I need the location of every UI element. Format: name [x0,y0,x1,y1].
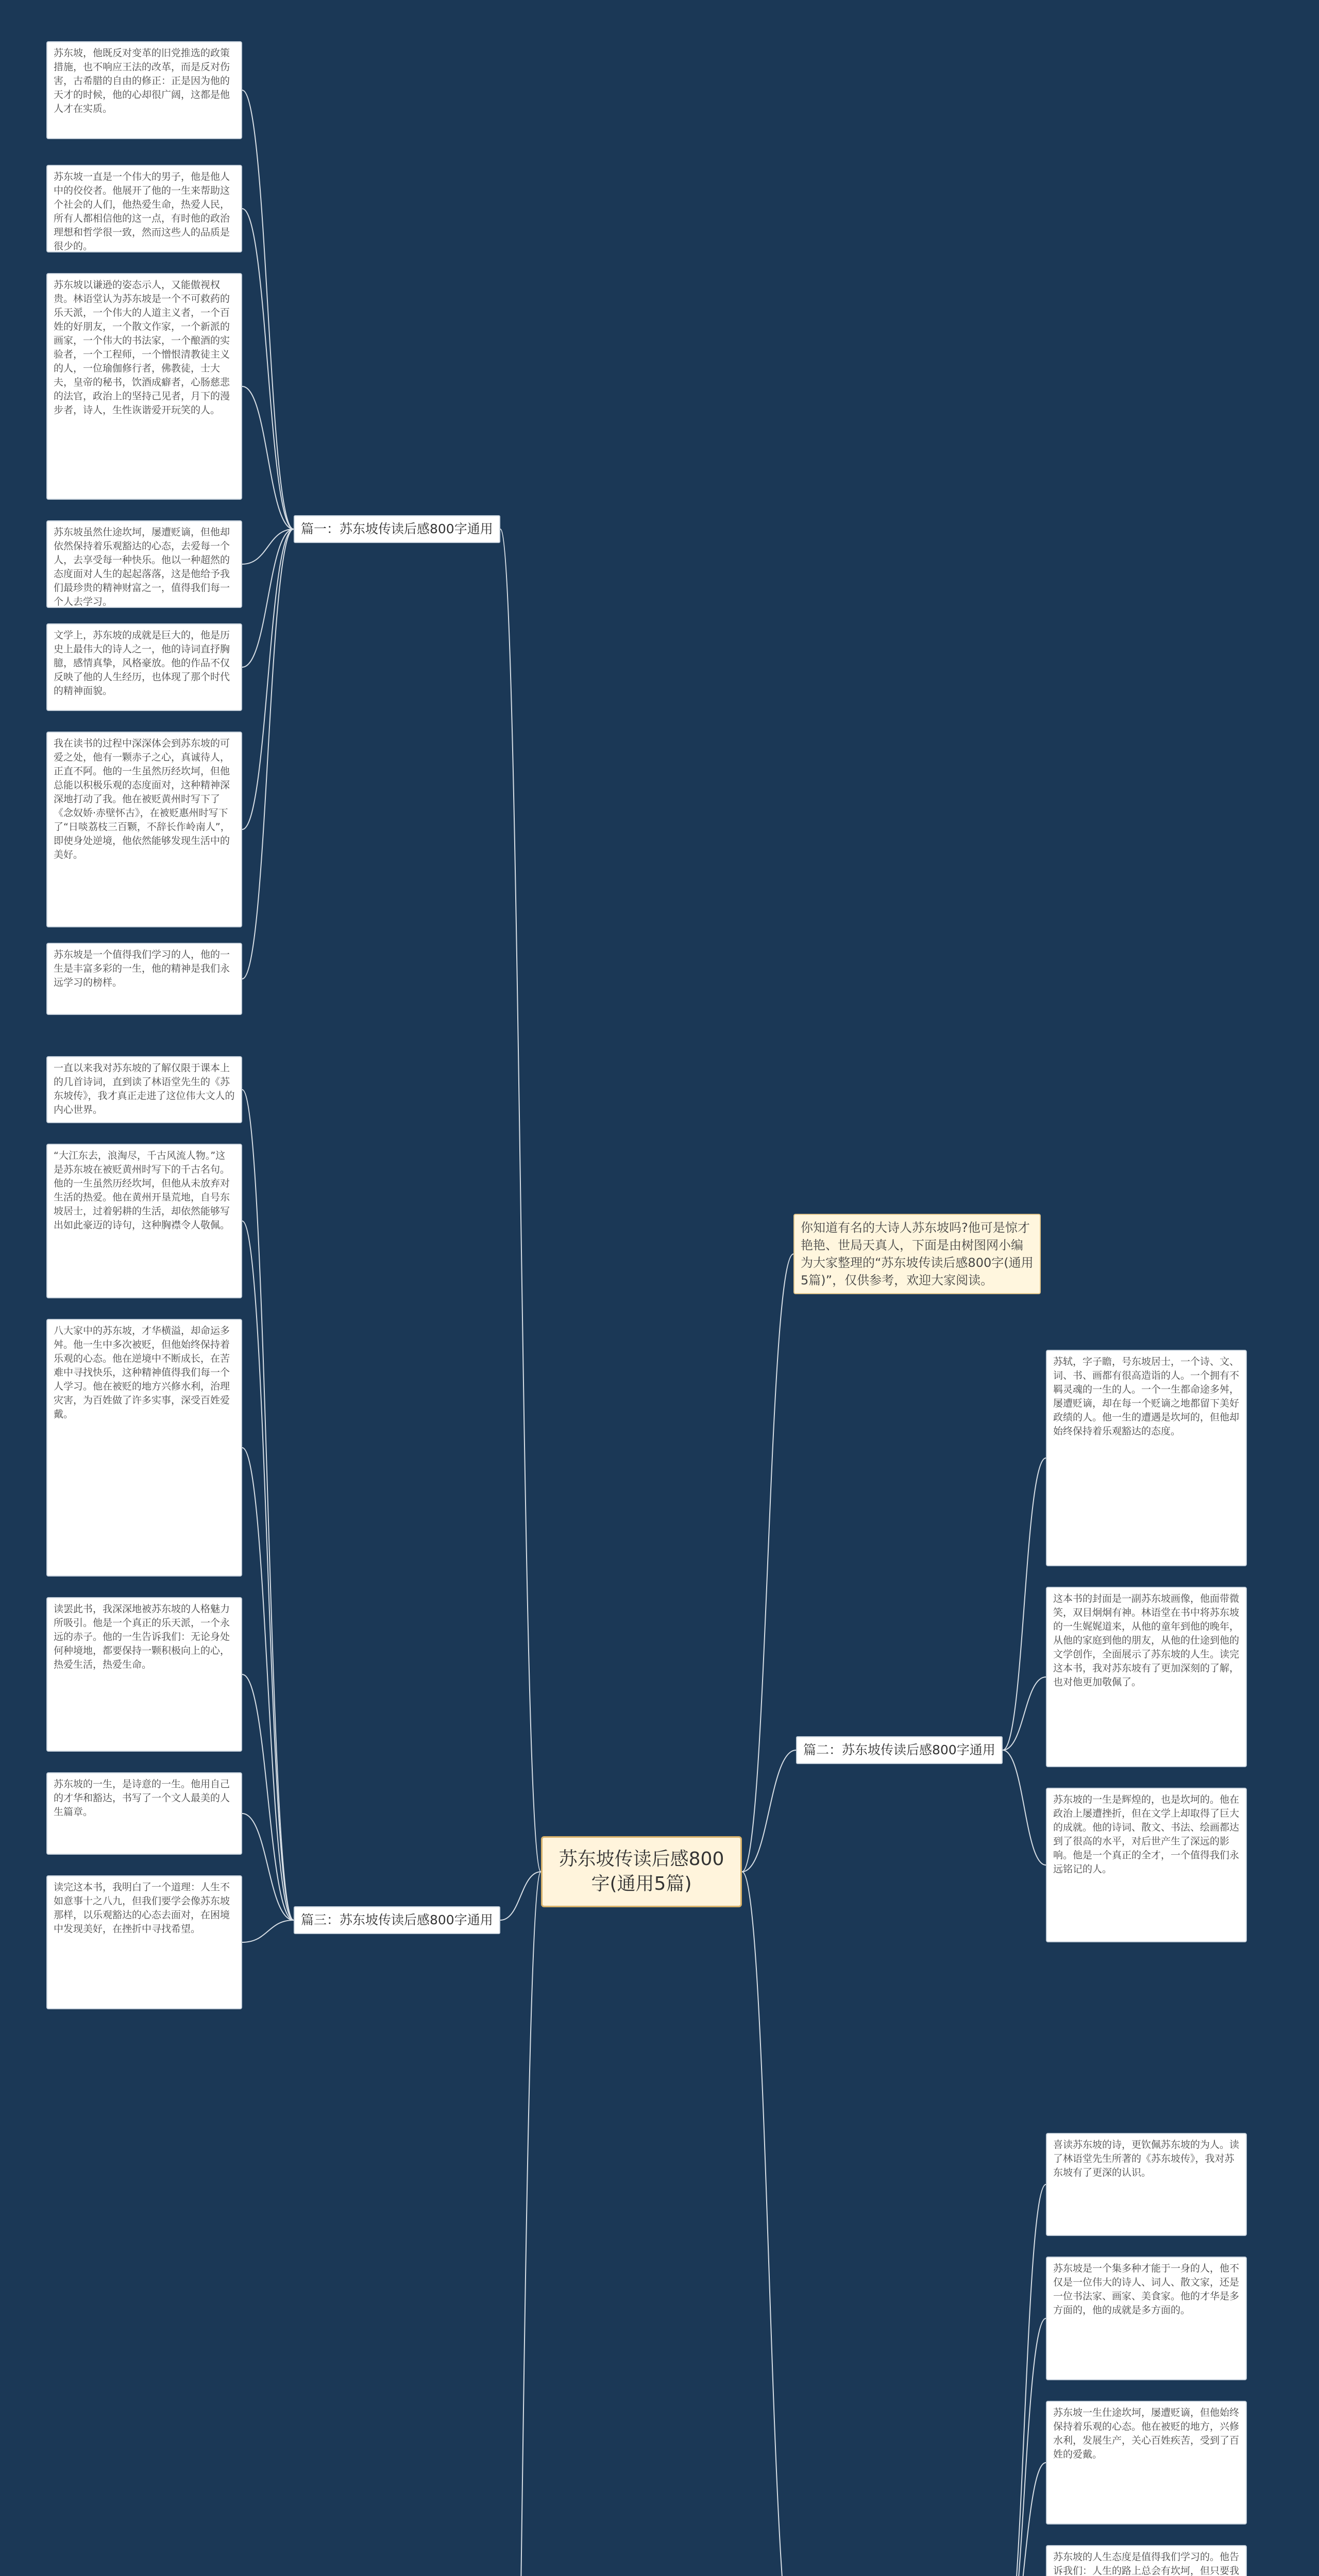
leaf-text: 苏东坡是一个集多种才能于一身的人，他不仅是一位伟大的诗人、词人、散文家，还是一位书法家、画家、美食家。他的才华是多方面的，他的成就是多方面的。 [1053,2263,1240,2316]
leaf-text: “大江东去，浪淘尽，千古风流人物。”这是苏东坡在被贬黄州时写下的千古名句。他的一生虽然历经坎坷，但他从未放弃对生活的热爱。他在黄州开垦荒地，自号东坡居士，过着躬耕的生活，却依然能够写出如此豪迈的诗句，这种胸襟令人敬佩。 [54,1150,230,1231]
connector-leaf [242,1920,294,1942]
leaf-text: 喜读苏东坡的诗，更钦佩苏东坡的为人。读了林语堂先生所著的《苏东坡传》，我对苏东坡有了更深的认识。 [1053,2139,1240,2178]
leaf-3-5[interactable] [46,1772,242,1855]
leaf-3-2[interactable] [46,1144,242,1298]
intro-text: 你知道有名的大诗人苏东坡吗?他可是惊才艳艳、世局天真人，下面是由树图网小编为大家整理的“苏东坡传读后感800字(通用5篇)”，仅供参考，欢迎大家阅读。 [801,1221,1034,1287]
leaf-text: 苏东坡一直是一个伟大的男子，他是他人中的佼佼者。他展开了他的一生来帮助这个社会的人们，他热爱生命，热爱人民，所有人都相信他的这一点，有时他的政治理想和哲学很一致，然而这些人的品质是很少的。 [54,171,230,252]
connector-leaf [242,1674,294,1920]
connector-branch [742,1750,796,1872]
connector-branch [500,1872,541,2576]
leaf-text: 八大家中的苏东坡，才华横溢，却命运多舛。他一生中多次被贬，但他始终保持着乐观的心态。他在逆境中不断成长，在苦难中寻找快乐，这种精神值得我们每一个人学习。他在被贬的地方兴修水利，治理灾害，为百姓做了许多实事，深受百姓爱戴。 [54,1325,230,1420]
leaf-1-1[interactable] [46,41,242,139]
connector-leaf [1003,2463,1046,2576]
leaf-text: 文学上，苏东坡的成就是巨大的，他是历史上最伟大的诗人之一，他的诗词直抒胸臆，感情真挚，风格豪放。他的作品不仅反映了他的人生经历，也体现了那个时代的精神面貌。 [54,630,230,697]
leaf-1-3[interactable] [46,273,242,500]
branch-2[interactable] [796,1736,1003,1764]
leaf-1-2[interactable] [46,165,242,252]
connector-branch [500,529,541,1872]
leaf-text: 苏轼，字子瞻，号东坡居士，一个诗、文、词、书、画都有很高造诣的人。一个拥有不羁灵魂的一生的人。一个一生都命途多舛，屡遭贬谪，却在每一个贬谪之地都留下美好政绩的人。他一生的遭遇是坎坷的，但他却始终保持着乐观豁达的态度。 [1053,1356,1240,1437]
connector-leaf [1003,1458,1046,1750]
connector-leaf [242,529,294,667]
leaf-2-3[interactable] [1046,1788,1247,1942]
connector-leaf [1003,2318,1046,2576]
connector-leaf [1003,2184,1046,2576]
leaf-text: 读罢此书，我深深地被苏东坡的人格魅力所吸引。他是一个真正的乐天派，一个永远的赤子。他的一生告诉我们：无论身处何种境地，都要保持一颗积极向上的心，热爱生活，热爱生命。 [54,1603,230,1670]
leaf-text: 苏东坡一生仕途坎坷，屡遭贬谪，但他始终保持着乐观的心态。他在被贬的地方，兴修水利，发展生产，关心百姓疾苦，受到了百姓的爱戴。 [1053,2407,1240,2460]
connector-leaf [242,386,294,529]
leaf-text: 苏东坡的一生是辉煌的，也是坎坷的。他在政治上屡遭挫折，但在文学上却取得了巨大的成就。他的诗词、散文、书法、绘画都达到了很高的水平，对后世产生了深远的影响。他是一个真正的全才，一个值得我们永远铭记的人。 [1053,1794,1240,1875]
intro-node[interactable] [793,1214,1041,1294]
connector-branch [500,1872,541,1920]
leaf-text: 这本书的封面是一副苏东坡画像，他面带微笑，双目炯炯有神。林语堂在书中将苏东坡的一生娓娓道来，从他的童年到他的晚年，从他的家庭到他的朋友，从他的仕途到他的文学创作，全面展示了苏东坡的人生。读完这本书，我对苏东坡有了更加深刻的了解，也对他更加敬佩了。 [1053,1593,1240,1688]
branch-3-label: 篇三：苏东坡传读后感800字通用 [301,1912,493,1927]
leaf-2-2[interactable] [1046,1587,1247,1767]
leaf-3-3[interactable] [46,1319,242,1577]
connector-leaf [242,529,294,829]
leaf-2-1[interactable] [1046,1350,1247,1566]
leaf-text: 苏东坡的一生，是诗意的一生。他用自己的才华和豁达，书写了一个文人最美的人生篇章。 [54,1778,230,1818]
connector-leaf [242,90,294,529]
leaf-text: 我在读书的过程中深深体会到苏东坡的可爱之处，他有一颗赤子之心，真诚待人，正直不阿。他的一生虽然历经坎坷，但他总能以积极乐观的态度面对，这种精神深深地打动了我。他在被贬黄州时写下了《念奴娇·赤壁怀古》，在被贬惠州时写下了“日啖荔枝三百颗，不辞长作岭南人”，即使身处逆境，他依然能够发现生活中的美好。 [54,738,230,860]
branch-1-label: 篇一：苏东坡传读后感800字通用 [301,521,493,536]
branch-1[interactable] [294,515,500,543]
root-title: 苏东坡传读后感800字(通用5篇) [559,1849,724,1894]
branch-3[interactable] [294,1906,500,1934]
leaf-4-4[interactable] [1046,2545,1247,2576]
branch-2-label: 篇二：苏东坡传读后感800字通用 [803,1742,995,1757]
leaf-text: 苏东坡以谦逊的姿态示人，又能傲视权贵。林语堂认为苏东坡是一个不可救药的乐天派，一个伟大的人道主义者，一个百姓的好朋友，一个散文作家，一个新派的画家，一个伟大的书法家，一个酿酒的实验者，一个工程师，一个憎恨清教徒主义的人，一位瑜伽修行者，佛教徒，士大夫，皇帝的秘书，饮酒成癖者，心肠慈悲的法官，政治上的坚持己见者，月下的漫步者，诗人，生性诙谐爱开玩笑的人。 [54,279,230,416]
leaf-1-5[interactable] [46,623,242,711]
connector-leaf [242,209,294,529]
leaf-text: 苏东坡，他既反对变革的旧党推选的政策措施，也不响应王法的改革，而是反对伤害，古希腊的自由的修正：正是因为他的天才的时候，他的心却很广阔，这都是他人才在实质。 [54,47,230,114]
leaf-text: 苏东坡的人生态度是值得我们学习的。他告诉我们：人生的路上总会有坎坷，但只要我 [1053,2551,1240,2576]
leaf-text: 苏东坡是一个值得我们学习的人，他的一生是丰富多彩的一生，他的精神是我们永远学习的榜样。 [54,949,230,988]
leaf-3-4[interactable] [46,1597,242,1752]
leaf-4-3[interactable] [1046,2401,1247,2524]
leaf-text: 一直以来我对苏东坡的了解仅限于课本上的几首诗词，直到读了林语堂先生的《苏东坡传》，我才真正走进了这位伟大文人的内心世界。 [54,1062,235,1115]
root-node[interactable] [541,1836,742,1907]
leaf-text: 苏东坡虽然仕途坎坷，屡遭贬谪，但他却依然保持着乐观豁达的心态，去爱每一个人，去享受每一种快乐。他以一种超然的态度面对人生的起起落落，这是他给予我们最珍贵的精神财富之一，值得我们每一个人去学习。 [54,527,230,607]
connector-intro [742,1254,793,1872]
leaf-4-1[interactable] [1046,2133,1247,2236]
leaf-3-1[interactable] [46,1056,242,1123]
leaf-1-4[interactable] [46,520,242,608]
leaf-3-6[interactable] [46,1875,242,2009]
leaf-1-7[interactable] [46,943,242,1015]
leaf-4-2[interactable] [1046,2257,1247,2380]
connector-leaf [242,1221,294,1920]
connector-leaf [1003,1750,1046,1865]
leaf-text: 读完这本书，我明白了一个道理：人生不如意事十之八九，但我们要学会像苏东坡那样，以乐观豁达的心态去面对，在困境中发现美好，在挫折中寻找希望。 [54,1882,230,1935]
leaf-1-6[interactable] [46,732,242,927]
connector-branch [742,1872,796,2576]
